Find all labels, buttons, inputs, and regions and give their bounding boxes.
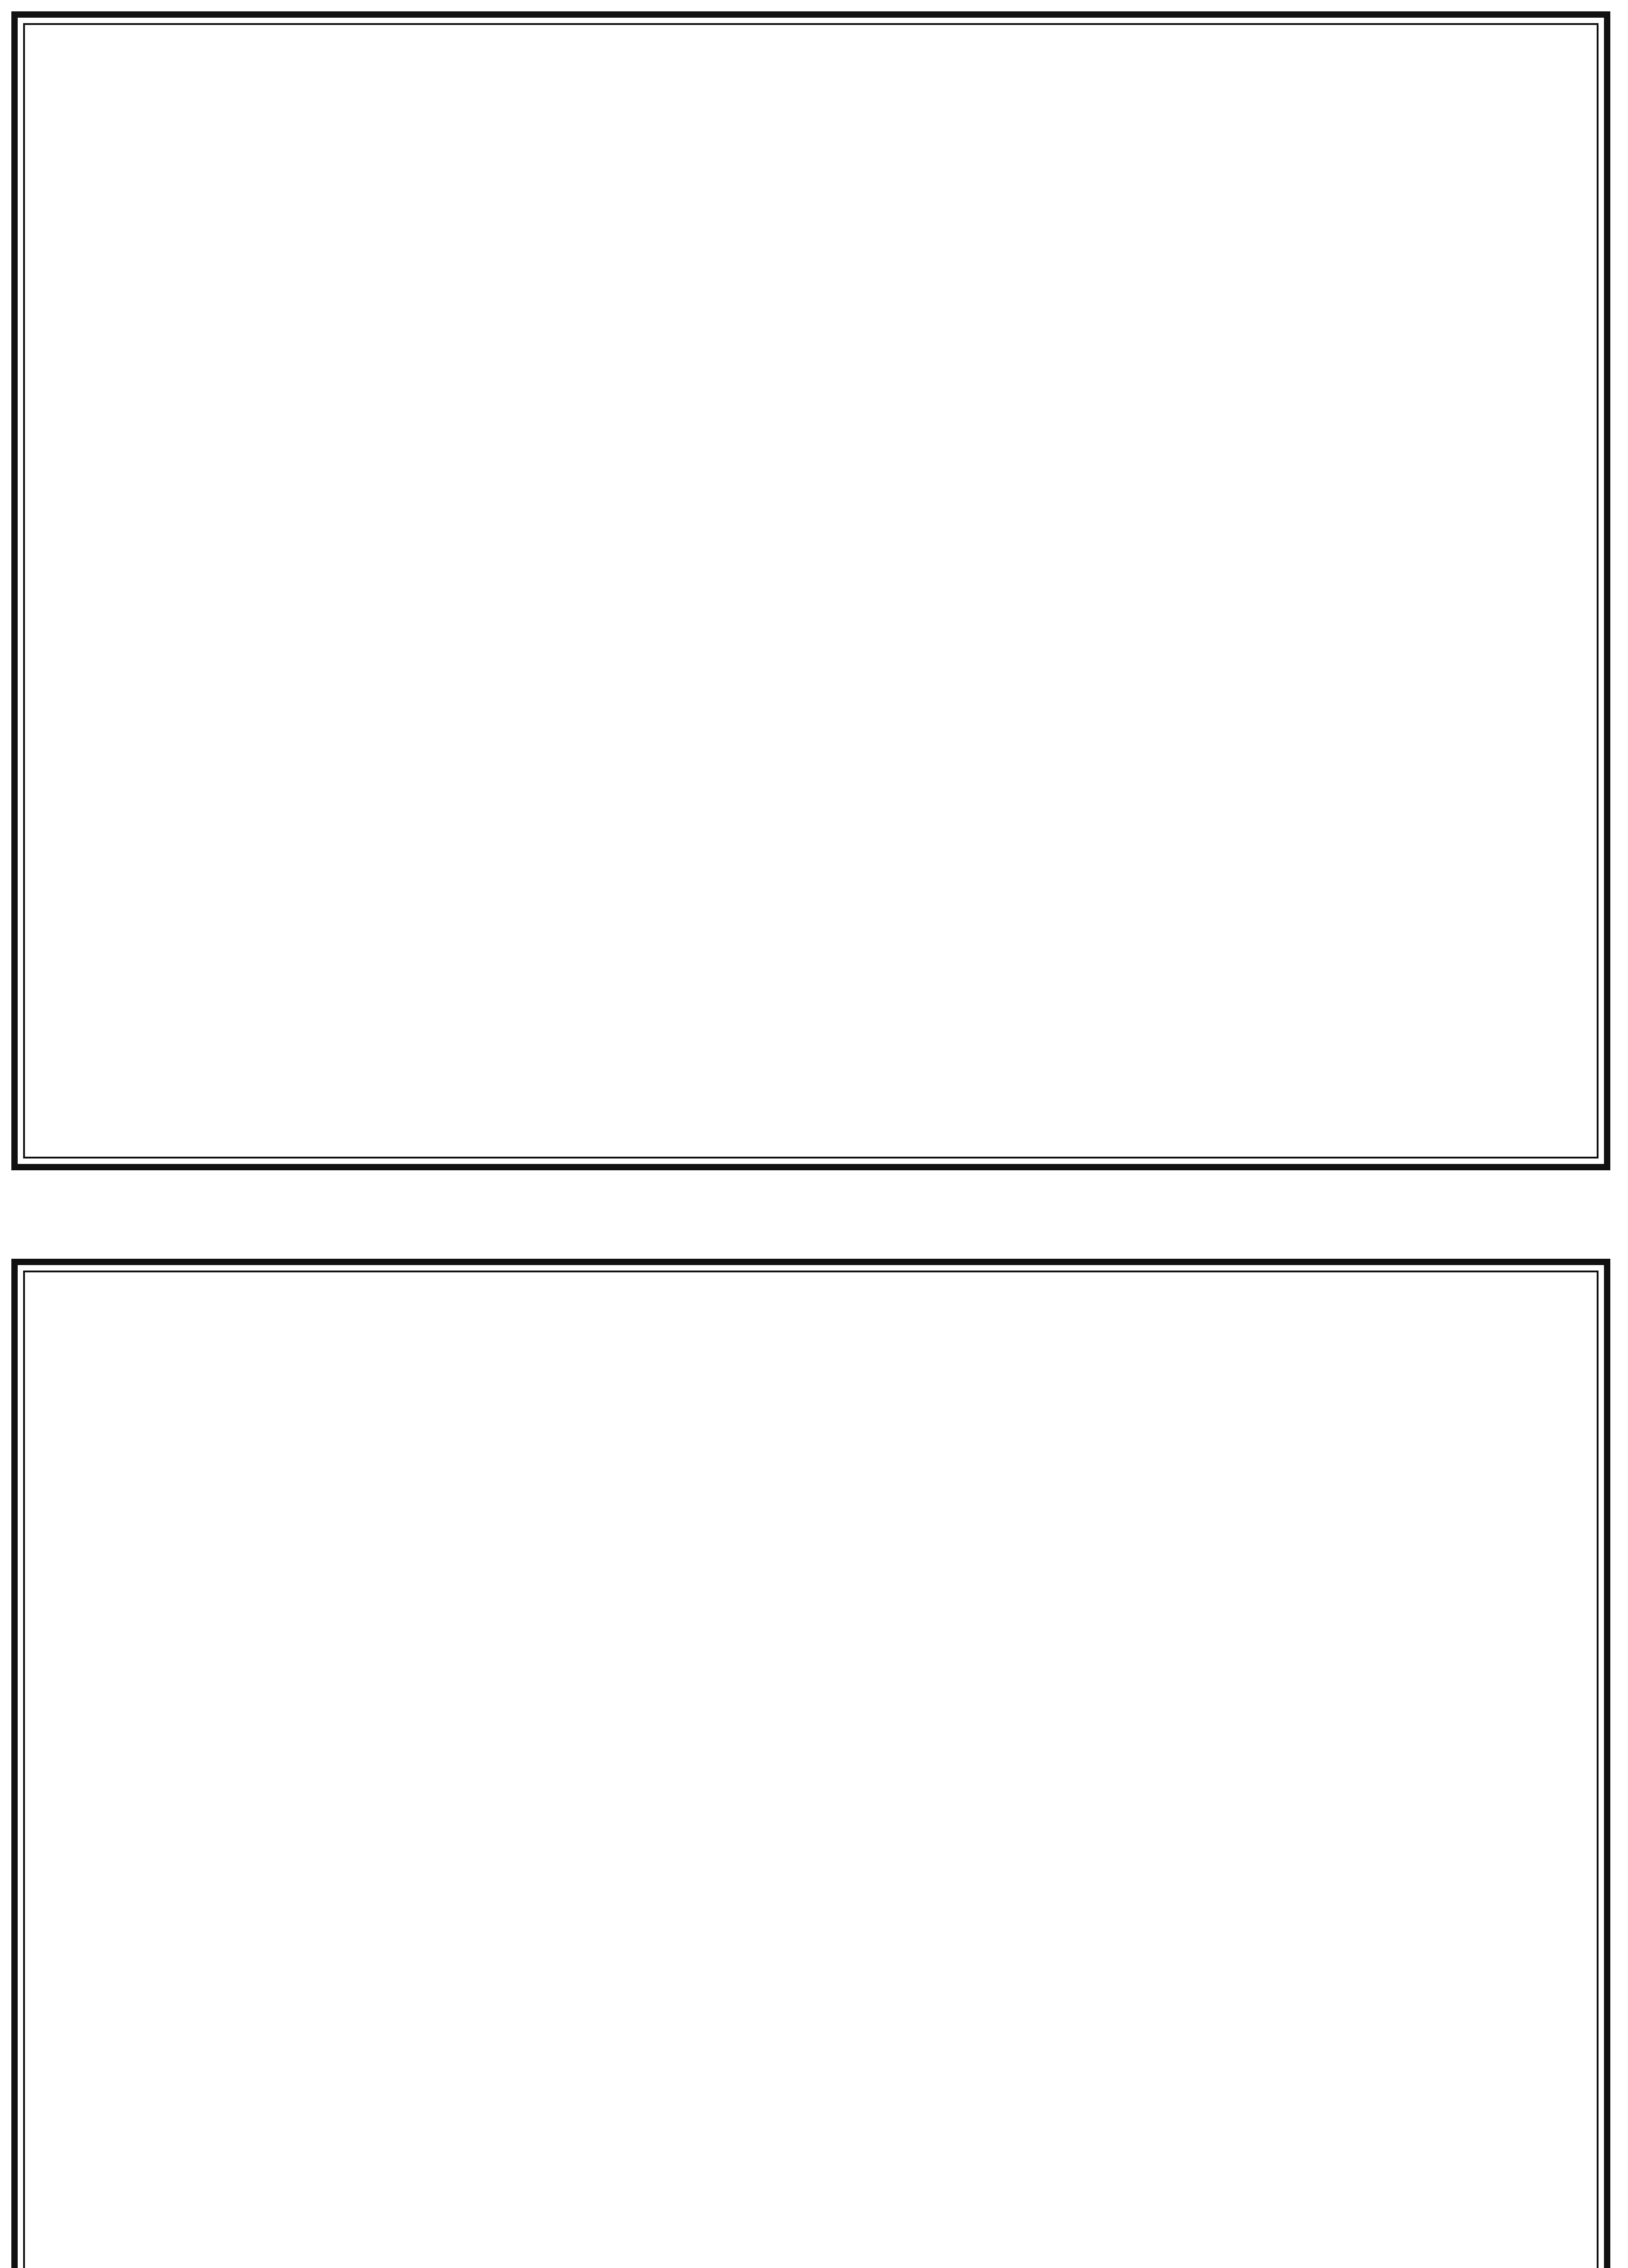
text-columns-lower <box>28 1275 1594 2268</box>
page-lower-half <box>11 1259 1610 2268</box>
text-columns-upper <box>28 28 1594 1154</box>
page-upper-half <box>11 11 1610 1170</box>
